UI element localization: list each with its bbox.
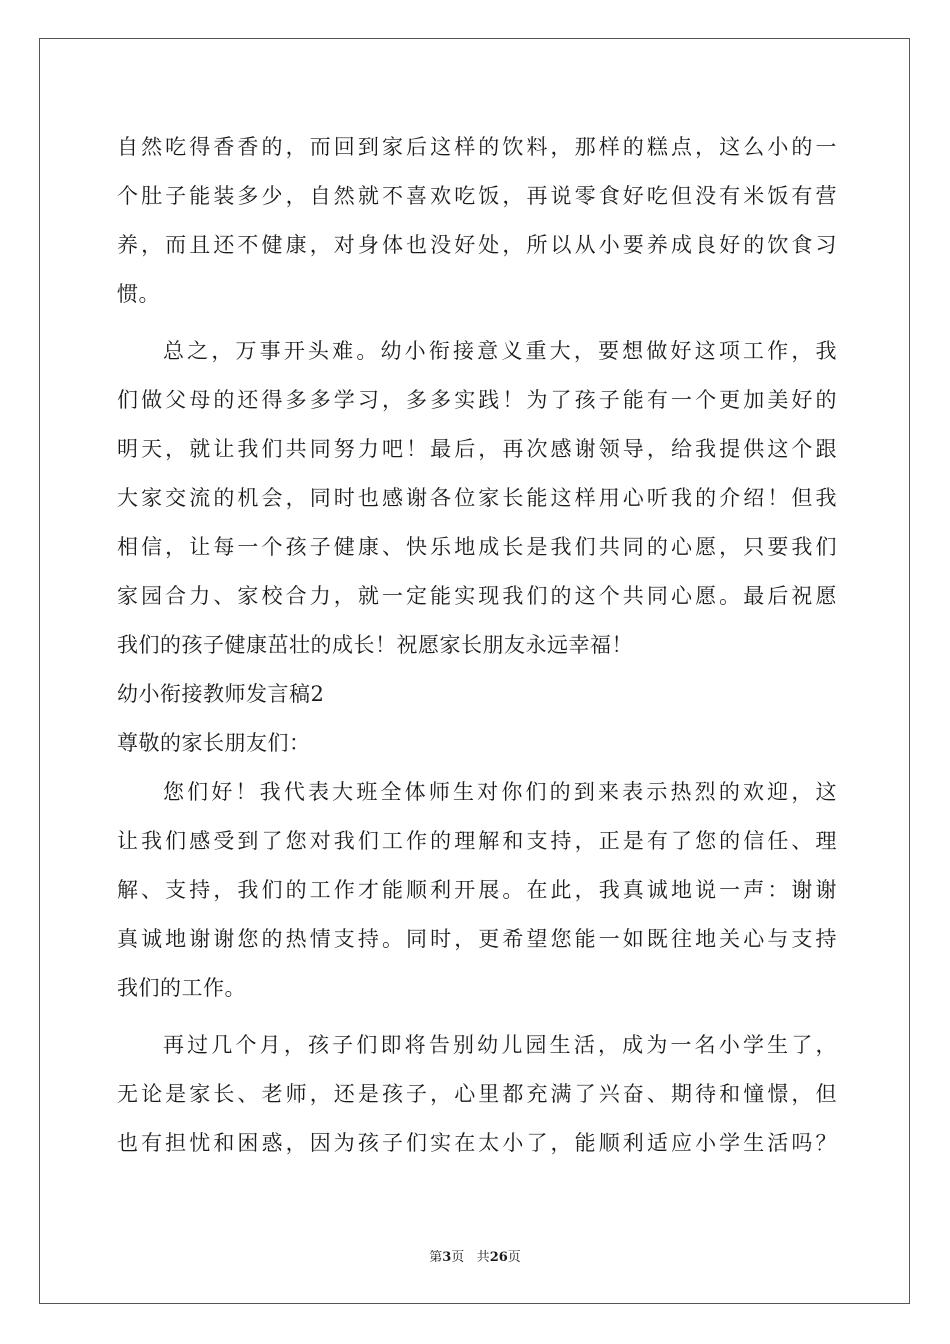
text-line: 解、支持，我们的工作才能顺利开展。在此，我真诚地说一声：谢谢	[117, 878, 837, 902]
paragraph	[117, 123, 837, 319]
text-line: 也有担忧和困惑，因为孩子们实在太小了，能顺利适应小学生活吗？	[117, 1131, 837, 1155]
total-suffix: 页	[507, 1250, 521, 1265]
text-line: 惯。	[117, 282, 160, 306]
total-pages: 26	[489, 1250, 508, 1265]
text-line: 个肚子能装多少，自然就不喜欢吃饭，再说零食好吃但没有米饭有营	[117, 184, 837, 208]
page-prefix: 第	[429, 1250, 443, 1265]
text-line: 家园合力、家校合力，就一定能实现我们的这个共同心愿。最后祝愿	[117, 584, 837, 608]
text-line: 明天，就让我们共同努力吧！最后，再次感谢领导，给我提供这个跟	[117, 437, 837, 461]
total-prefix: 共	[476, 1250, 490, 1265]
text-line: 再过几个月，孩子们即将告别幼儿园生活，成为一名小学生了，	[163, 1033, 837, 1057]
text-line: 无论是家长、老师，还是孩子，心里都充满了兴奋、期待和憧憬，但	[117, 1082, 837, 1106]
paragraph	[117, 1021, 837, 1168]
text-line: 我们的孩子健康茁壮的成长！祝愿家长朋友永远幸福！	[117, 633, 633, 657]
page-number: 3	[442, 1250, 452, 1265]
text-line: 总之，万事开头难。幼小衔接意义重大，要想做好这项工作，我	[163, 339, 837, 363]
page-suffix: 页	[451, 1250, 465, 1265]
text-line: 真诚地谢谢您的热情支持。同时，更希望您能一如既往地关心与支持	[117, 927, 837, 951]
text-line: 让我们感受到了您对我们工作的理解和支持，正是有了您的信任、理	[117, 829, 837, 853]
text-line: 大家交流的机会，同时也感谢各位家长能这样用心听我的介绍！但我	[117, 486, 837, 510]
salutation: 尊敬的家长朋友们：	[117, 731, 311, 755]
text-line: 自然吃得香香的，而回到家后这样的饮料，那样的糕点，这么小的一	[117, 135, 837, 159]
text-line: 您们好！我代表大班全体师生对你们的到来表示热烈的欢迎，这	[163, 780, 837, 804]
document-body	[117, 123, 837, 1168]
text-line: 我们的工作。	[117, 976, 246, 1000]
page-footer	[0, 1246, 950, 1265]
section-heading: 幼小衔接教师发言稿2	[117, 682, 325, 706]
paragraph	[117, 327, 837, 670]
text-line: 养，而且还不健康，对身体也没好处，所以从小要养成良好的饮食习	[117, 233, 837, 257]
paragraph	[117, 768, 837, 1013]
text-line: 们做父母的还得多多学习，多多实践！为了孩子能有一个更加美好的	[117, 388, 837, 412]
text-line: 相信，让每一个孩子健康、快乐地成长是我们共同的心愿，只要我们	[117, 535, 837, 559]
